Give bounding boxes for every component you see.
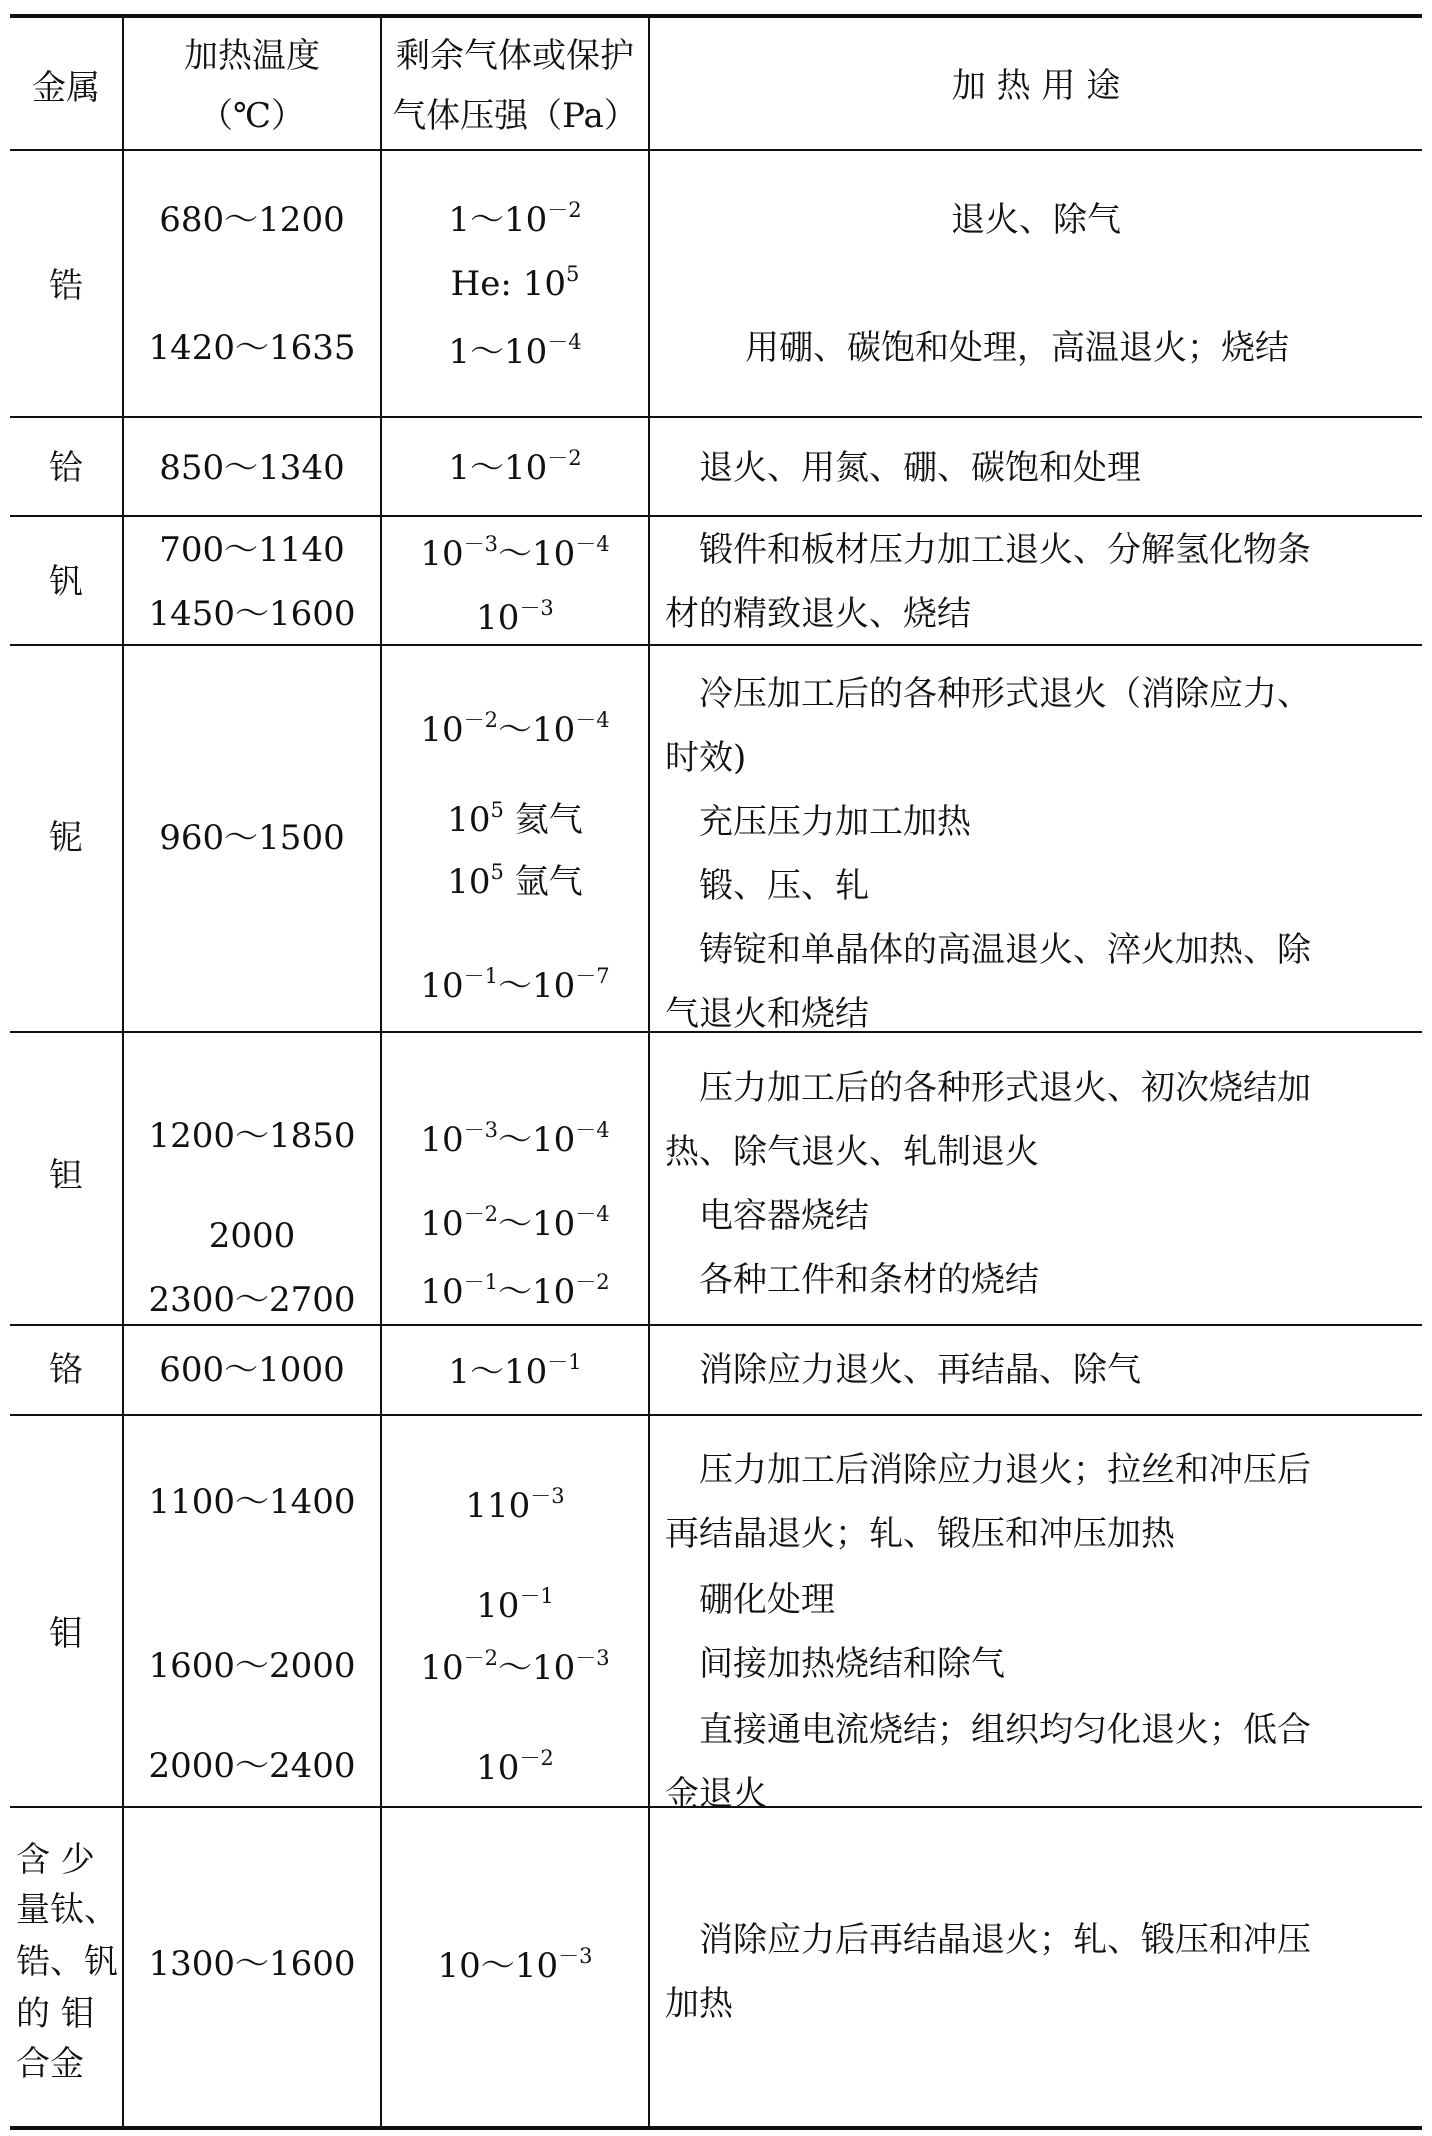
metal-cell: 铬 <box>49 1350 83 1390</box>
header-bottom-rule <box>10 149 1422 151</box>
temp-cell: 960～1500 <box>159 818 345 858</box>
use-cell: 退火、除气 <box>951 200 1121 240</box>
temp-cell: 1200～1850 <box>148 1116 356 1156</box>
use-cell: 材的精致退火、烧结 <box>665 594 971 634</box>
header-pressure-line1: 剩余气体或保护 <box>396 36 634 76</box>
metal-cell: 钼 <box>49 1614 83 1654</box>
use-cell: 用硼、碳饱和处理，高温退火；烧结 <box>745 328 1289 368</box>
use-cell: 锻、压、轧 <box>699 866 869 906</box>
temp-cell: 700～1140 <box>159 530 345 570</box>
pressure-cell: $110^{-3}$ <box>465 1484 565 1526</box>
temp-cell: 600～1000 <box>159 1350 345 1390</box>
use-cell: 铸锭和单晶体的高温退火、淬火加热、除 <box>699 930 1311 970</box>
use-cell: 金退火 <box>665 1774 767 1814</box>
table-bottom-rule <box>10 2126 1422 2130</box>
metal-cell: 的 钼 <box>16 1994 95 2034</box>
pressure-cell: $10^{-2}\sim 10^{-4}$ <box>420 1202 610 1244</box>
pressure-cell: $1\sim 10^{-2}$ <box>448 446 582 488</box>
temp-cell: 1450～1600 <box>148 594 356 634</box>
use-cell: 热、除气退火、轧制退火 <box>665 1132 1039 1172</box>
use-cell: 时效) <box>665 738 747 778</box>
use-cell: 直接通电流烧结；组织均匀化退火；低合 <box>699 1710 1311 1750</box>
use-cell: 冷压加工后的各种形式退火（消除应力、 <box>699 674 1311 714</box>
temp-cell: 1300～1600 <box>148 1944 356 1984</box>
pressure-cell: $10^{-1}\sim 10^{-7}$ <box>420 964 610 1006</box>
metal-cell: 含 少 <box>16 1840 95 1880</box>
use-cell: 间接加热烧结和除气 <box>699 1644 1005 1684</box>
use-cell: 再结晶退火；轧、锻压和冲压加热 <box>665 1514 1175 1554</box>
pressure-cell: $10^{-2}\sim 10^{-3}$ <box>420 1646 610 1688</box>
metal-cell: 铪 <box>49 448 83 488</box>
header-pressure-line2: 气体压强（Pa） <box>392 96 638 136</box>
pressure-cell: $10^{-3}\sim 10^{-4}$ <box>420 1118 610 1160</box>
header-temp-line1: 加热温度 <box>184 36 320 76</box>
row-rule <box>10 515 1422 517</box>
header-use: 加 热 用 途 <box>951 66 1121 106</box>
metal-cell: 钽 <box>49 1156 83 1196</box>
pressure-cell: $10^{-2}$ <box>476 1746 554 1788</box>
use-cell: 硼化处理 <box>699 1580 835 1620</box>
metal-cell: 合金 <box>16 2044 84 2084</box>
use-cell: 退火、用氮、硼、碳饱和处理 <box>699 448 1141 488</box>
use-cell: 消除应力退火、再结晶、除气 <box>699 1350 1141 1390</box>
use-cell: 气退火和烧结 <box>665 994 869 1034</box>
pressure-cell: $1\sim 10^{-1}$ <box>448 1350 582 1392</box>
use-cell: 充压压力加工加热 <box>699 802 971 842</box>
use-cell: 锻件和板材压力加工退火、分解氢化物条 <box>699 530 1311 570</box>
metal-cell: 锆 <box>49 266 83 306</box>
pressure-cell: $1\sim 10^{-2}$ <box>448 198 582 240</box>
table-top-rule <box>10 14 1422 18</box>
row-rule <box>10 1324 1422 1326</box>
temp-cell: 1420～1635 <box>148 328 356 368</box>
metal-cell: 钒 <box>49 562 83 602</box>
header-metal: 金属 <box>32 68 100 108</box>
temp-cell: 850～1340 <box>159 448 345 488</box>
metal-cell: 铌 <box>49 818 83 858</box>
use-cell: 压力加工后的各种形式退火、初次烧结加 <box>699 1068 1311 1108</box>
pressure-cell: $10^5$ 氦气 <box>447 798 583 840</box>
metal-cell: 量钛、 <box>16 1890 118 1930</box>
temp-cell: 680～1200 <box>159 200 345 240</box>
pressure-cell: $10\sim 10^{-3}$ <box>437 1944 593 1986</box>
pressure-cell: $10^{-3}$ <box>476 596 554 638</box>
row-rule <box>10 416 1422 418</box>
pressure-cell: $1\sim 10^{-4}$ <box>448 330 582 372</box>
pressure-cell: He: $10^5$ <box>450 262 580 304</box>
column-rule <box>648 14 650 2130</box>
row-rule <box>10 1414 1422 1416</box>
use-cell: 消除应力后再结晶退火；轧、锻压和冲压 <box>699 1920 1311 1960</box>
temp-cell: 2000 <box>208 1216 296 1256</box>
use-cell: 电容器烧结 <box>699 1196 869 1236</box>
pressure-cell: $10^{-2}\sim 10^{-4}$ <box>420 708 610 750</box>
header-temp-line2: （℃） <box>198 96 306 136</box>
metal-cell: 锆、钒 <box>16 1942 118 1982</box>
use-cell: 压力加工后消除应力退火；拉丝和冲压后 <box>699 1450 1311 1490</box>
use-cell: 加热 <box>665 1984 733 2024</box>
temp-cell: 1600～2000 <box>148 1646 356 1686</box>
pressure-cell: $10^{-1}$ <box>476 1584 554 1626</box>
pressure-cell: $10^{-1}\sim 10^{-2}$ <box>420 1270 610 1312</box>
pressure-cell: $10^5$ 氩气 <box>447 860 583 902</box>
use-cell: 各种工件和条材的烧结 <box>699 1260 1039 1300</box>
temp-cell: 1100～1400 <box>148 1482 356 1522</box>
temp-cell: 2000～2400 <box>148 1746 356 1786</box>
pressure-cell: $10^{-3}\sim 10^{-4}$ <box>420 532 610 574</box>
row-rule <box>10 644 1422 646</box>
temp-cell: 2300～2700 <box>148 1280 356 1320</box>
